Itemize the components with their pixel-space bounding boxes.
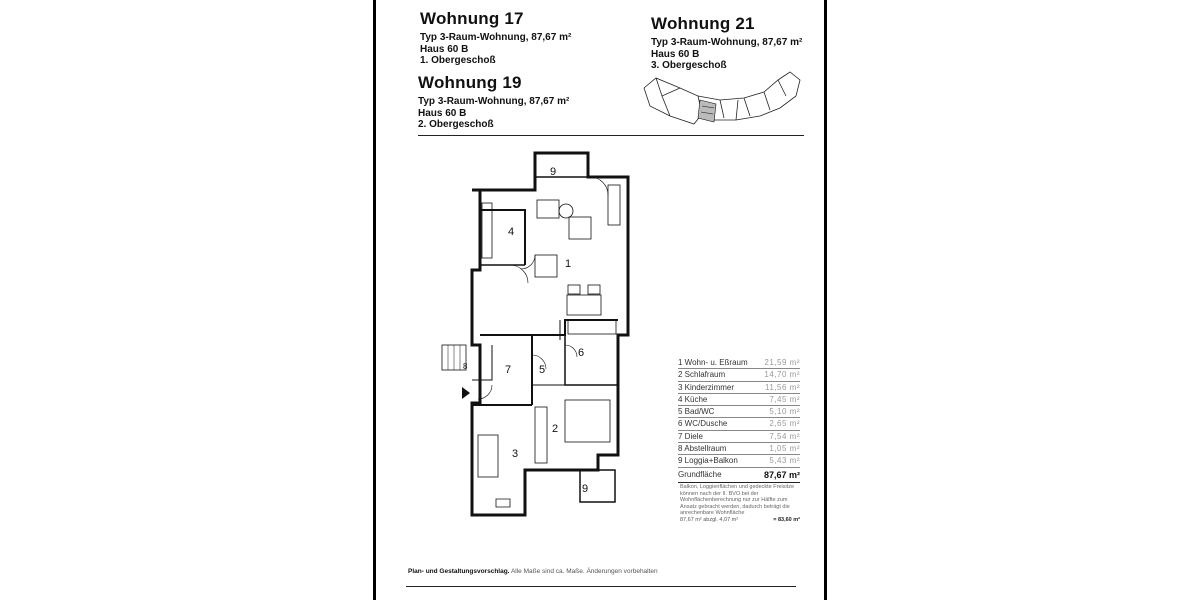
total-label: Grundfläche <box>678 469 722 479</box>
footnote-calculation <box>680 517 800 524</box>
apartment-19-floor: 2. Obergeschoß <box>418 119 494 130</box>
footnote-calc: 87,67 m² abzgl. 4,07 m² <box>680 516 739 523</box>
apartment-19-house: Haus 60 B <box>418 107 467 119</box>
apartment-19-type: Typ 3-Raum-Wohnung, 87,67 m² <box>418 96 570 107</box>
apartment-19-title: Wohnung 19 <box>418 73 522 92</box>
apartment-17-floor: 1. Obergeschoß <box>420 55 496 66</box>
room-name: 2 Schlafraum <box>678 370 726 380</box>
room-area: 2,65 m² <box>769 419 800 429</box>
room-label-3: 3 <box>512 448 519 460</box>
footnote-text: Balkon, Loggienflächen und gedeckte Freisitze können nach der II. BVO bei der Wohnflächenberechnung nur zur Hälfte zum Ansatz gebracht werden, dadurch beträgt die anrechenbare Wohnfläche <box>680 484 795 516</box>
site-plan-thumbnail <box>640 66 806 132</box>
apartment-17-title: Wohnung 17 <box>420 9 524 28</box>
room-name: 3 Kinderzimmer <box>678 382 735 392</box>
room-label-2: 2 <box>552 423 559 435</box>
apartment-17-block <box>420 9 571 67</box>
header-divider <box>418 135 804 136</box>
room-label-1: 1 <box>565 258 572 270</box>
room-name: 6 WC/Dusche <box>678 419 728 429</box>
table-row <box>678 443 800 455</box>
apartment-17-house: Haus 60 B <box>420 43 469 55</box>
room-name: 1 Wohn- u. Eßraum <box>678 358 748 367</box>
room-label-7: 7 <box>505 364 512 376</box>
apartment-21-title: Wohnung 21 <box>651 14 755 33</box>
room-area: 5,43 m² <box>769 456 800 466</box>
table-row <box>678 431 800 443</box>
apartment-21-type: Typ 3-Raum-Wohnung, 87,67 m² <box>651 37 803 48</box>
footer-rest: Alle Maße sind ca. Maße. Änderungen vorbehalten <box>510 568 658 575</box>
room-name: 8 Abstellraum <box>678 444 727 454</box>
table-row <box>678 455 800 467</box>
table-row <box>678 394 800 406</box>
table-row <box>678 406 800 418</box>
room-name: 9 Loggia+Balkon <box>678 456 738 466</box>
room-name: 7 Diele <box>678 431 703 441</box>
apartment-17-type: Typ 3-Raum-Wohnung, 87,67 m² <box>420 32 572 43</box>
room-label-9-bottom: 9 <box>582 483 589 495</box>
table-row <box>678 382 800 394</box>
total-area: 87,67 m² <box>763 469 800 480</box>
footer-bold: Plan- und Gestaltungsvorschlag. <box>408 568 510 575</box>
room-label-4: 4 <box>508 226 515 238</box>
room-area: 14,70 m² <box>764 370 800 380</box>
sheet-left-edge <box>373 0 376 600</box>
apartment-21-house: Haus 60 B <box>651 48 700 60</box>
room-name: 5 Bad/WC <box>678 407 715 417</box>
room-label-9-top: 9 <box>550 166 557 178</box>
apartment-21-block <box>651 14 802 72</box>
total-row <box>678 470 800 483</box>
room-area: 5,10 m² <box>769 407 800 417</box>
table-row <box>678 357 800 369</box>
room-label-8: 8 <box>463 362 468 371</box>
area-footnote <box>680 484 800 523</box>
room-area: 7,54 m² <box>769 431 800 441</box>
room-label-5: 5 <box>539 364 546 376</box>
apartment-19-block <box>418 73 569 131</box>
room-area: 7,45 m² <box>769 394 800 404</box>
table-row <box>678 369 800 381</box>
room-area: 21,59 m² <box>764 358 800 367</box>
room-area: 11,56 m² <box>765 382 800 392</box>
apartment-21-floor: 3. Obergeschoß <box>651 60 727 71</box>
room-name: 4 Küche <box>678 394 708 404</box>
room-label-6: 6 <box>578 347 585 359</box>
table-row <box>678 418 800 430</box>
plan-footer <box>408 568 658 575</box>
room-area: 1,05 m² <box>769 444 800 454</box>
room-area-table <box>678 357 800 483</box>
footnote-result: = 83,60 m² <box>773 516 800 523</box>
footer-divider <box>406 586 796 587</box>
floor-plan <box>440 145 640 525</box>
